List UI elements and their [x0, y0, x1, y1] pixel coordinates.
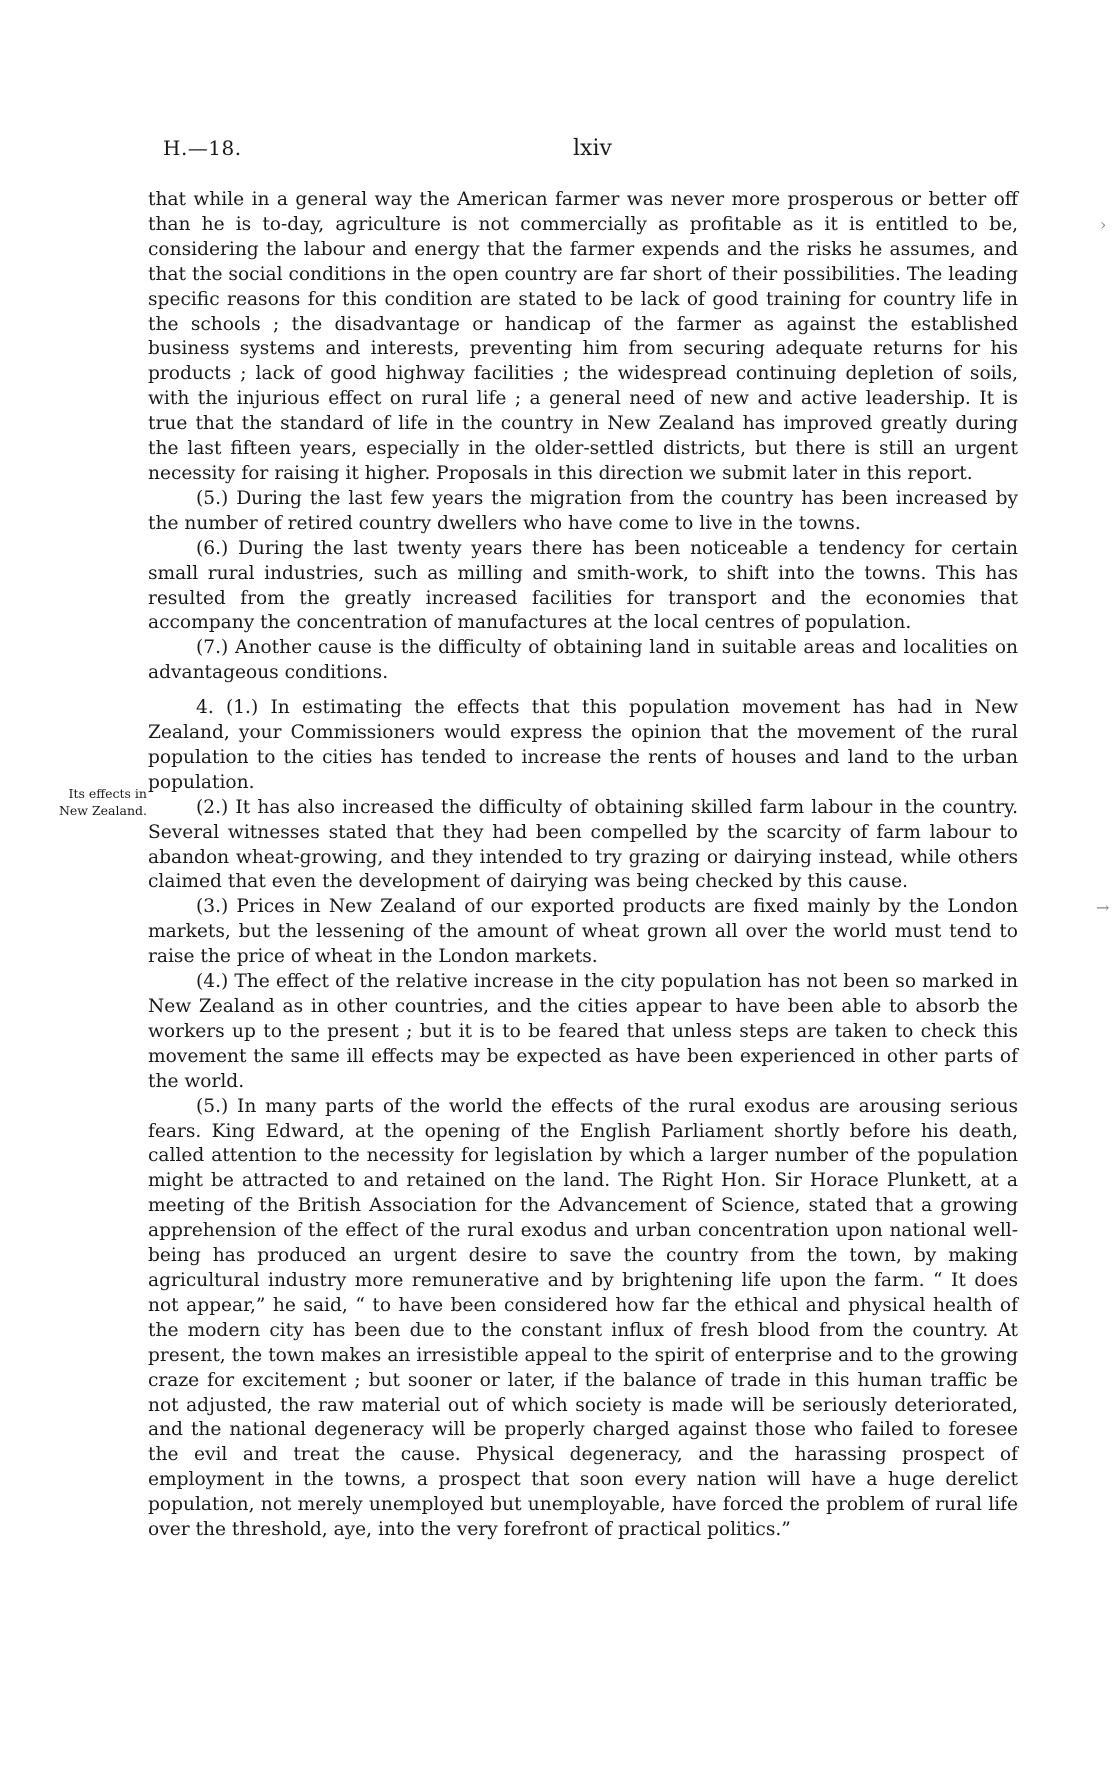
paragraph-7-land: (7.) Another cause is the difficulty of obtaining land in suitable areas and localities on advantageous conditions.	[148, 637, 1018, 684]
margin-note: Its effects in New Zealand.	[58, 786, 147, 818]
paragraph-6-industries: (6.) During the last twenty years there has been noticeable a tendency for certain small rural industries, such as milling and smith-work, to shift into the towns. This has resulted from the greatly increased facilities for transport and the economies that accompany the concentration of manufactures at the local centres of population.	[148, 537, 1018, 634]
paragraph-continuation: that while in a general way the American farmer was never more prosperous or better off than he is to-day, agriculture is not commercially as profitable as it is entitled to be, considering the labour and energy that the farmer expends and the risks he assumes, and that the social conditions in the open country are far short of their possibilities. The leading specific reasons for this condition are stated to be lack of good training for country life in the schools ; the disadvantage or handicap of the farmer as against the established business systems and interests, preventing him from securing adequate returns for his products ; lack of good highway facilities ; the widespread continuing depletion of soils, with the injurious effect on rural life ; a general need of new and active leadership. It is true that the standard of life in the country in New Zealand has improved greatly during the last fifteen years, especially in the older-settled districts, but there is still an urgent necessity for raising it higher. Proposals in this direction we submit later in this report.	[148, 189, 1018, 484]
page-header	[163, 136, 1023, 166]
paragraph-4-3-prices: (3.) Prices in New Zealand of our exported products are fixed mainly by the London markets, but the lessening of the amount of wheat grown all over the world must tend to raise the price of wheat in the London markets.	[148, 896, 1018, 968]
document-reference: H.—18.	[163, 136, 242, 160]
paragraph-4-5-exodus: (5.) In many parts of the world the effects of the rural exodus are arousing serious fears. King Edward, at the opening of the English Parliament shortly before his death, called attention to the necessity for legislation by which a larger number of the population might be attracted to and retained on the land. The Right Hon. Sir Horace Plunkett, at a meeting of the British Association for the Advancement of Science, stated that a growing apprehension of the effect of the rural exodus and urban concentration upon national well-being has produced an urgent desire to save the country from the town, by making agricultural industry more remunerative and by brightening life upon the farm. “ It does not appear,” he said, “ to have been considered how far the ethical and physical health of the modern city has been due to the constant influx of fresh blood from the country. At present, the town makes an irresistible appeal to the spirit of enterprise and to the growing craze for excitement ; but sooner or later, if the balance of trade in this human traffic be not adjusted, the raw material out of which society is made will be seriously deteriorated, and the national degeneracy will be properly charged against those who failed to foresee the evil and treat the cause. Physical degeneracy, and the harassing prospect of employment in the towns, a prospect that soon every nation will have a huge derelict population, not merely unemployed but unemployable, have forced the problem of rural life over the threshold, aye, into the very forefront of practical politics.”	[148, 1095, 1018, 1541]
page-number: lxiv	[573, 136, 612, 161]
paragraph-4-1-effects: 4. (1.) In estimating the effects that this population movement has had in New Zealand, your Commissioners would express the opinion that the movement of the rural population to the cities has tended to increase the rents of houses and land to the urban population.	[148, 697, 1018, 793]
paragraph-5-migration: (5.) During the last few years the migration from the country has been increased by the number of retired country dwellers who have come to live in the towns.	[148, 487, 1018, 534]
scan-tick-mark: ›	[1100, 215, 1107, 234]
scan-tick-mark: →	[1096, 898, 1110, 917]
paragraph-4-4-city: (4.) The effect of the relative increase in the city population has not been so marked in New Zealand as in other countries, and the cities appear to have been able to absorb the workers up to the present ; but it is to be feared that unless steps are taken to check this movement the same ill effects may be expected as have been experienced in other parts of the world.	[148, 971, 1018, 1092]
body-text	[148, 188, 1018, 1543]
paragraph-4-2-labour: (2.) It has also increased the difficulty of obtaining skilled farm labour in the country. Several witnesses stated that they had been compelled by the scarcity of farm labour to abandon wheat-growing, and they intended to try grazing or dairying instead, while others claimed that even the development of dairying was being checked by this cause.	[148, 796, 1018, 893]
